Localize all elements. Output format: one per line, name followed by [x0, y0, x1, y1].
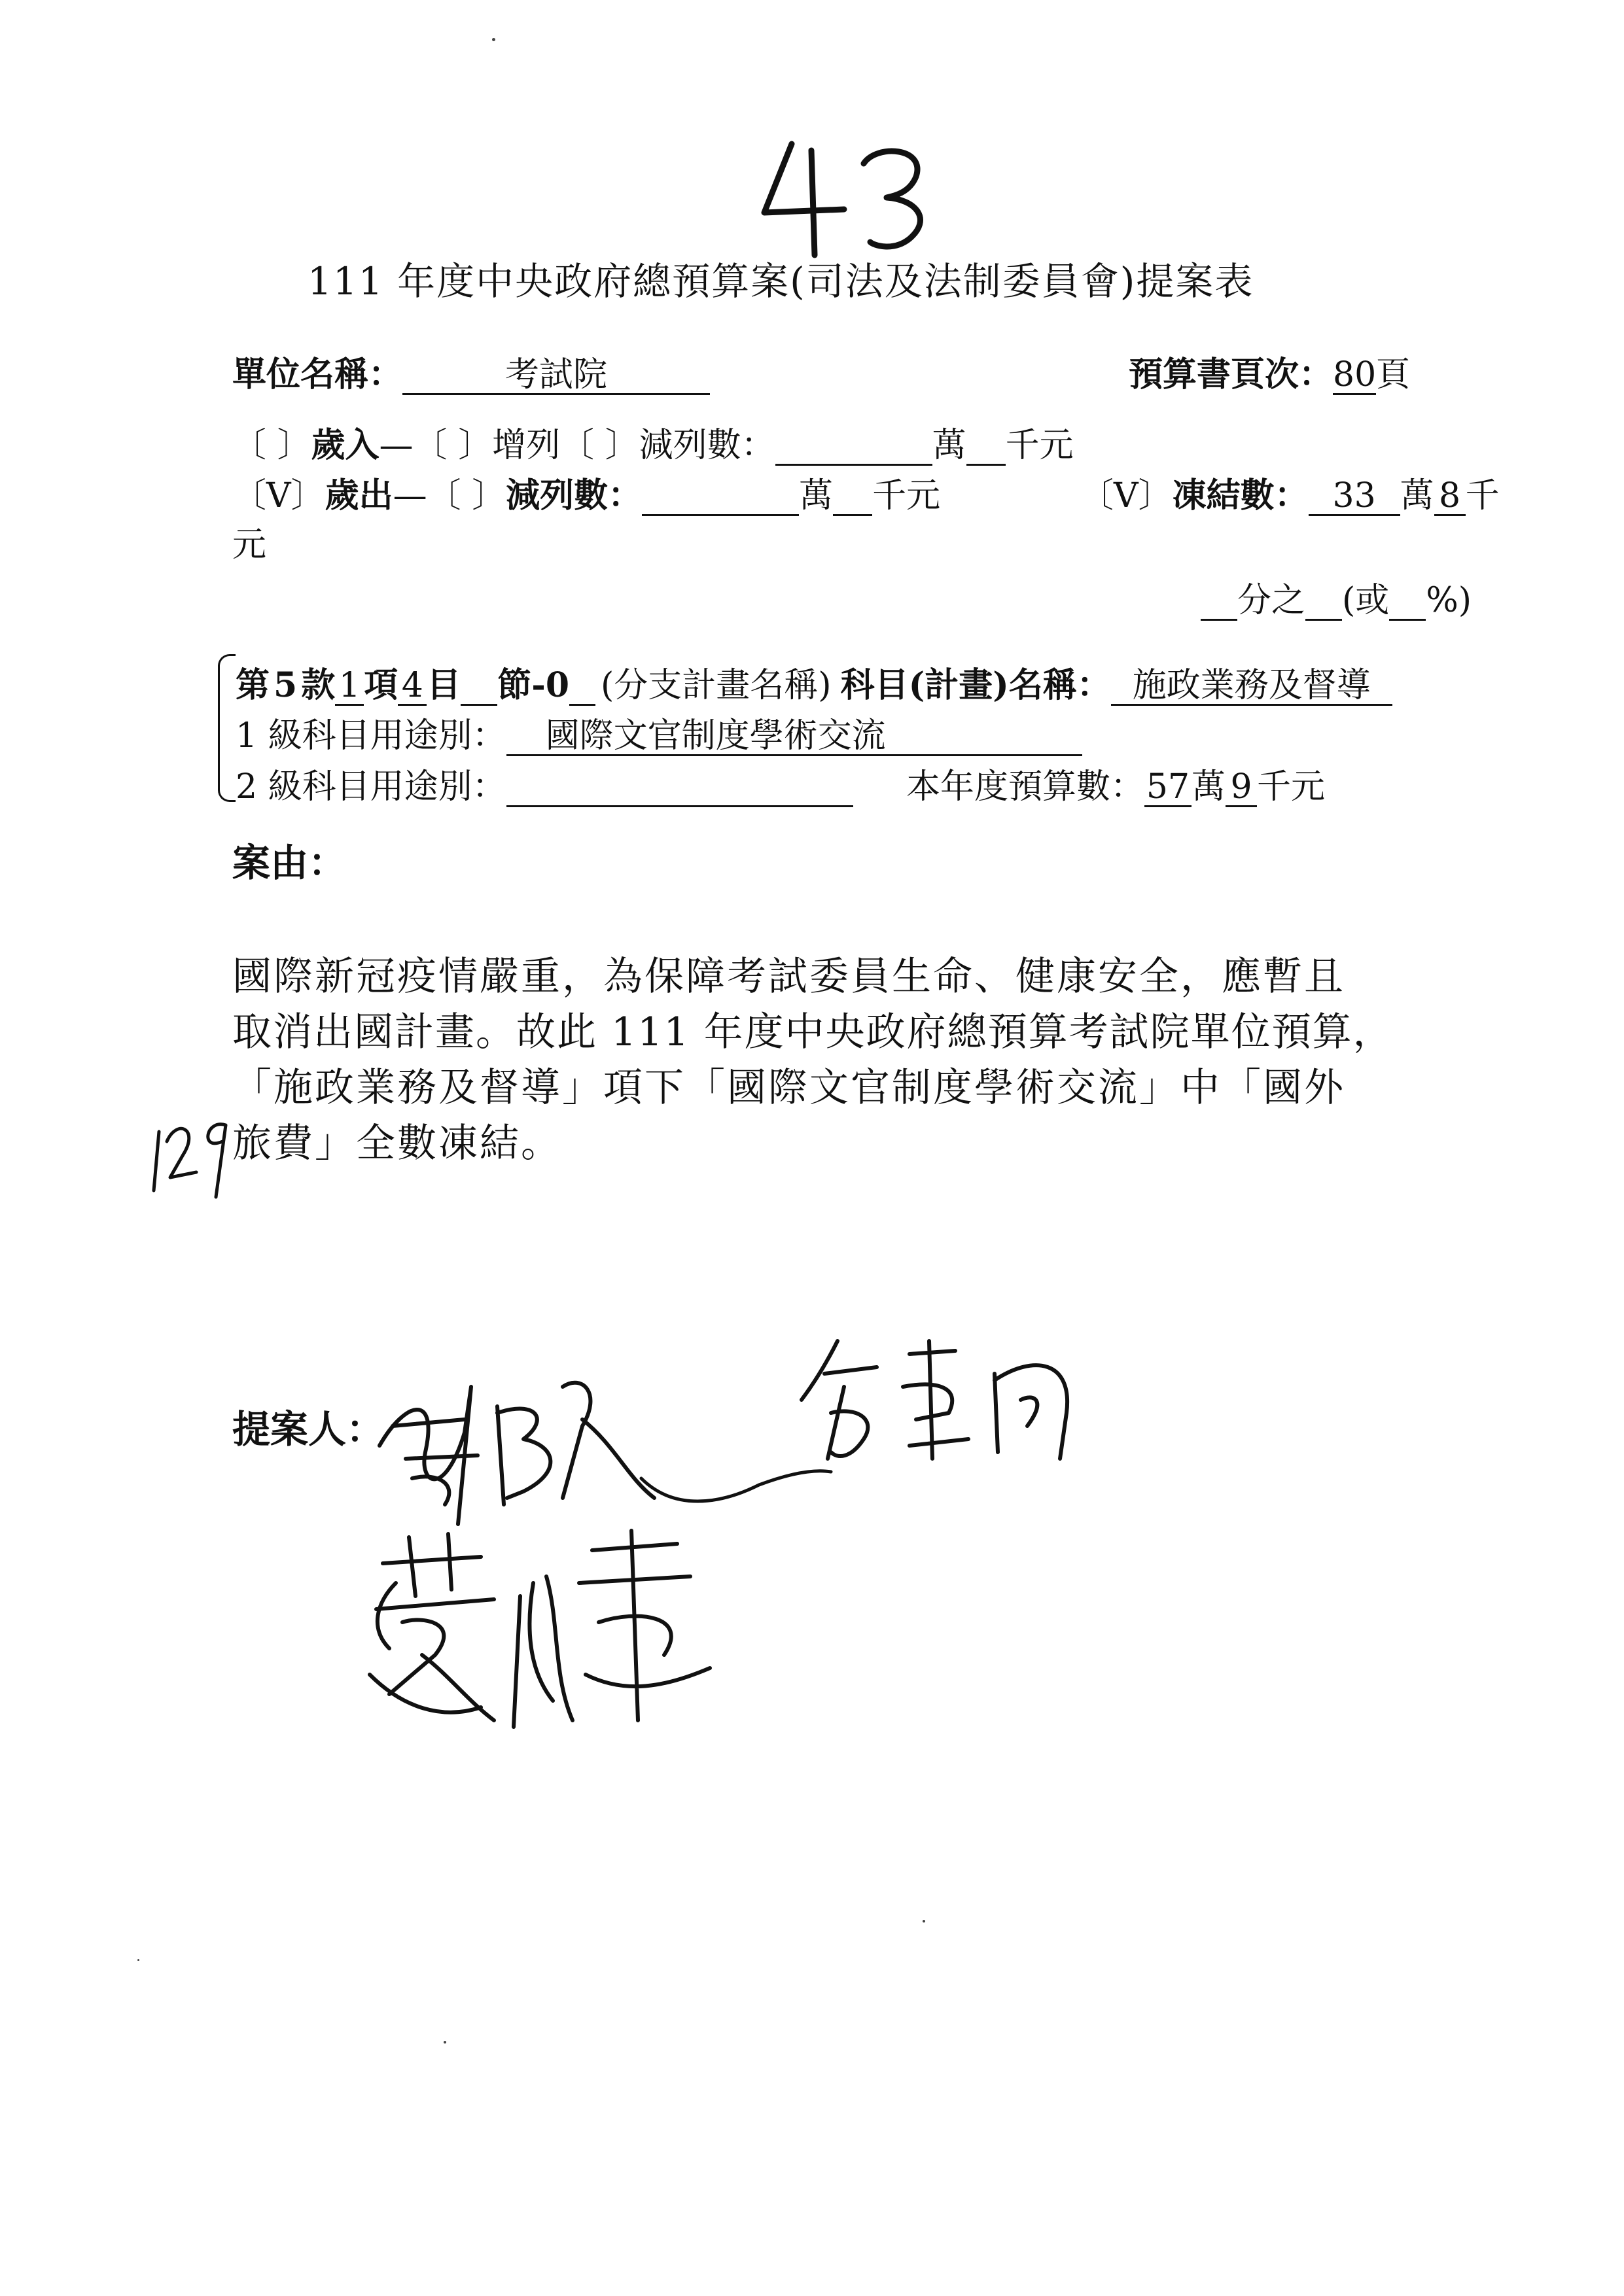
item-brace: [218, 654, 236, 802]
fraction-percent-blank: [1389, 583, 1426, 621]
expense-wan: 萬: [799, 476, 834, 515]
kuan-label: 第: [236, 665, 270, 705]
scan-speck: [137, 1959, 139, 1961]
branch-name: (分支計畫名稱): [601, 666, 832, 705]
unit-row: [232, 347, 710, 396]
jie-blank: [461, 668, 497, 706]
fraction-denominator-blank: [1305, 583, 1342, 621]
subject-value: 施政業務及督導: [1111, 668, 1392, 706]
expense-cut-label: 減列數：: [506, 476, 643, 515]
signature-3: [363, 1524, 730, 1740]
reason-line-2: 取消出國計畫。故此 111 年度中央政府總預算考試院單位預算，: [232, 1009, 1394, 1055]
xiang-value: 1: [335, 668, 364, 706]
freeze-wan-value: 33: [1309, 478, 1400, 516]
level2-row: [236, 759, 853, 808]
annual-budget-qian-value: 9: [1226, 769, 1257, 807]
annual-budget-qian: 千元: [1257, 767, 1326, 807]
revenue-qian-blank: [966, 428, 1006, 466]
scan-speck: [444, 2041, 446, 2044]
level1-value: 國際文官制度學術交流: [506, 718, 1082, 756]
level2-blank: [506, 769, 853, 807]
revenue-options: —〔 〕增列〔 〕減列數：: [379, 426, 775, 465]
scan-speck: [492, 38, 495, 41]
proposer-label: 提案人：: [232, 1407, 385, 1452]
freeze-wan: 萬: [1400, 476, 1434, 515]
revenue-qian: 千元: [1005, 426, 1074, 465]
budget-page-value: 80: [1333, 355, 1377, 394]
mu: 目: [427, 665, 461, 705]
margin-note-129: [147, 1105, 239, 1204]
annual-budget-label: 本年度預算數：: [906, 767, 1145, 807]
revenue-row: [232, 417, 1074, 466]
scan-speck: [923, 1920, 925, 1922]
expense-options: —〔 〕: [393, 476, 506, 515]
revenue-head: 歲入: [311, 425, 380, 465]
kuan-value: 5: [274, 665, 298, 705]
handwritten-number-43: [752, 131, 949, 262]
mu-value: 4: [398, 668, 427, 706]
level2-label: 2 級科目用途別：: [236, 767, 506, 807]
freeze-qian-value: 8: [1434, 478, 1466, 516]
expense-bracket: 〔V〕: [232, 476, 325, 515]
annual-budget-wan: 萬: [1192, 767, 1226, 807]
revenue-bracket: 〔 〕: [232, 426, 311, 465]
reason-line-4: 旅費」全數凍結。: [232, 1121, 562, 1166]
level1-label: 1 級科目用途別：: [236, 716, 506, 756]
freeze-qian: 千: [1465, 476, 1500, 515]
fraction-fen-zhi: 分之: [1237, 581, 1306, 620]
expense-head: 歲出: [325, 476, 393, 515]
revenue-wan: 萬: [932, 426, 966, 465]
budget-page-row: [1129, 347, 1410, 396]
freeze-bracket: 〔V〕: [1080, 476, 1173, 515]
budget-page-suffix: 頁: [1376, 355, 1411, 394]
expense-row: [232, 468, 940, 517]
freeze-label: 凍結數：: [1172, 476, 1309, 515]
subject-label: 科目(計畫)名稱：: [840, 665, 1111, 705]
freeze-row: [1080, 468, 1500, 517]
signature-1: [366, 1348, 838, 1544]
item-row: [236, 657, 1392, 706]
jie-label: 節-0: [497, 665, 570, 705]
reason-line-3: 「施政業務及督導」項下「國際文官制度學術交流」中「國外: [232, 1065, 1345, 1111]
expense-qian: 千元: [872, 476, 941, 515]
expense-qian-blank: [833, 478, 872, 516]
branch-blank: [569, 668, 595, 706]
fraction-numerator-blank: [1201, 583, 1237, 621]
reason-line-1: 國際新冠疫情嚴重，為保障考試委員生命、健康安全，應暫且: [232, 954, 1345, 1000]
kuan: 款: [301, 665, 336, 705]
unit-label: 單位名稱：: [232, 355, 403, 394]
page-title: 111 年度中央政府總預算案(司法及法制委員會)提案表: [308, 259, 1254, 304]
budget-page-label: 預算書頁次：: [1129, 355, 1333, 394]
annual-budget-wan-value: 57: [1144, 769, 1192, 807]
xiang: 項: [364, 665, 398, 705]
reason-label: 案由：: [232, 841, 347, 885]
fraction-percent: %): [1426, 581, 1472, 620]
unit-value: 考試院: [402, 357, 710, 395]
fraction-row: [1201, 572, 1472, 621]
fraction-or: (或: [1342, 581, 1390, 620]
level1-row: [236, 708, 1082, 757]
expense-wan-blank: [642, 478, 799, 516]
signature-2: [798, 1328, 1099, 1478]
revenue-wan-blank: [775, 428, 932, 466]
annual-budget-row: [906, 759, 1325, 808]
expense-wrap: 元: [232, 525, 267, 565]
